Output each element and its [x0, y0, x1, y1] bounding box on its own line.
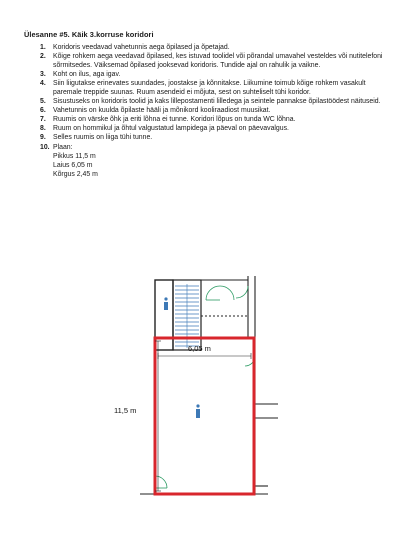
floor-plan: [110, 276, 310, 506]
item-text: Koridoris veedavad vahetunnis aega õpilased ja õpetajad.: [53, 44, 230, 51]
item-number: 5.: [40, 98, 46, 106]
dimension-width: Laius 6,05 m: [53, 161, 93, 169]
item-number: 1.: [40, 44, 46, 51]
person-wc-icon: [164, 297, 168, 310]
person-wc-icon: [196, 404, 200, 418]
item-text: Siin liigutakse erinevates suundades, joostakse ja kõnnitakse. Liikumine toimub kõige rohkem vasakult paremale treppide suunas. Ruum asendeid ei mõjuta, sest on suhteliselt tühi koridor.: [53, 80, 366, 97]
corridor-highlight: [155, 338, 254, 494]
item-number: 8.: [40, 125, 46, 133]
item-text: Ruum on hommikul ja õhtul valgustatud lampidega ja päeval on päevavalgus.: [53, 125, 289, 133]
width-label: 6,05 m: [188, 344, 211, 353]
width-dimension: [158, 353, 251, 359]
list-item: [40, 97, 392, 106]
item-number: 9.: [40, 134, 46, 142]
list-item: [40, 124, 392, 133]
list-item: [40, 143, 392, 179]
list-item: [40, 115, 392, 124]
list-item: [40, 133, 392, 142]
item-number: 6.: [40, 107, 46, 115]
item-number: 7.: [40, 116, 46, 124]
item-number: 4.: [40, 80, 46, 88]
length-label: 11,5 m: [114, 406, 137, 415]
document-title: Ülesanne #5. Käik 3.korruse koridori: [24, 30, 154, 39]
item-text: Selles ruumis on liiga tühi tunne.: [53, 134, 153, 142]
item-number: 2.: [40, 53, 46, 61]
item-number: 3.: [40, 71, 46, 79]
item-text: Plaan:: [53, 143, 73, 151]
item-text: Sisustuseks on koridoris toolid ja kaks lillepostamenti lilledega ja seintele pannakse õpilastöödest näituseid.: [53, 98, 381, 106]
list-item: [40, 52, 392, 70]
item-text: Kõige rohkem aega veedavad õpilased, kes istuvad toolidel või põrandal umavahel vesteldes või nutitelefoni sõrmitsedes. Väiksemad õpilased jooksevad koridoris. Tundide ajal on rahulik ja vaikne.: [53, 53, 383, 70]
answer-list: [40, 43, 392, 179]
list-item: [40, 79, 392, 97]
dimension-length: Pikkus 11,5 m: [53, 152, 96, 160]
item-text: Vahetunnis on kuulda õpilaste hääli ja mõnikord kooliraadiost muusikat.: [53, 107, 271, 115]
list-item: [40, 106, 392, 115]
item-text: Koht on ilus, aga igav.: [53, 71, 121, 79]
dimension-height: Kõrgus 2,45 m: [53, 170, 98, 178]
list-item: [40, 43, 392, 52]
item-text: Ruumis on värske õhk ja eriti lõhna ei tunne. Koridori lõpus on tunda WC lõhna.: [53, 116, 296, 124]
list-item: [40, 70, 392, 79]
item-number: 10.: [40, 143, 50, 151]
